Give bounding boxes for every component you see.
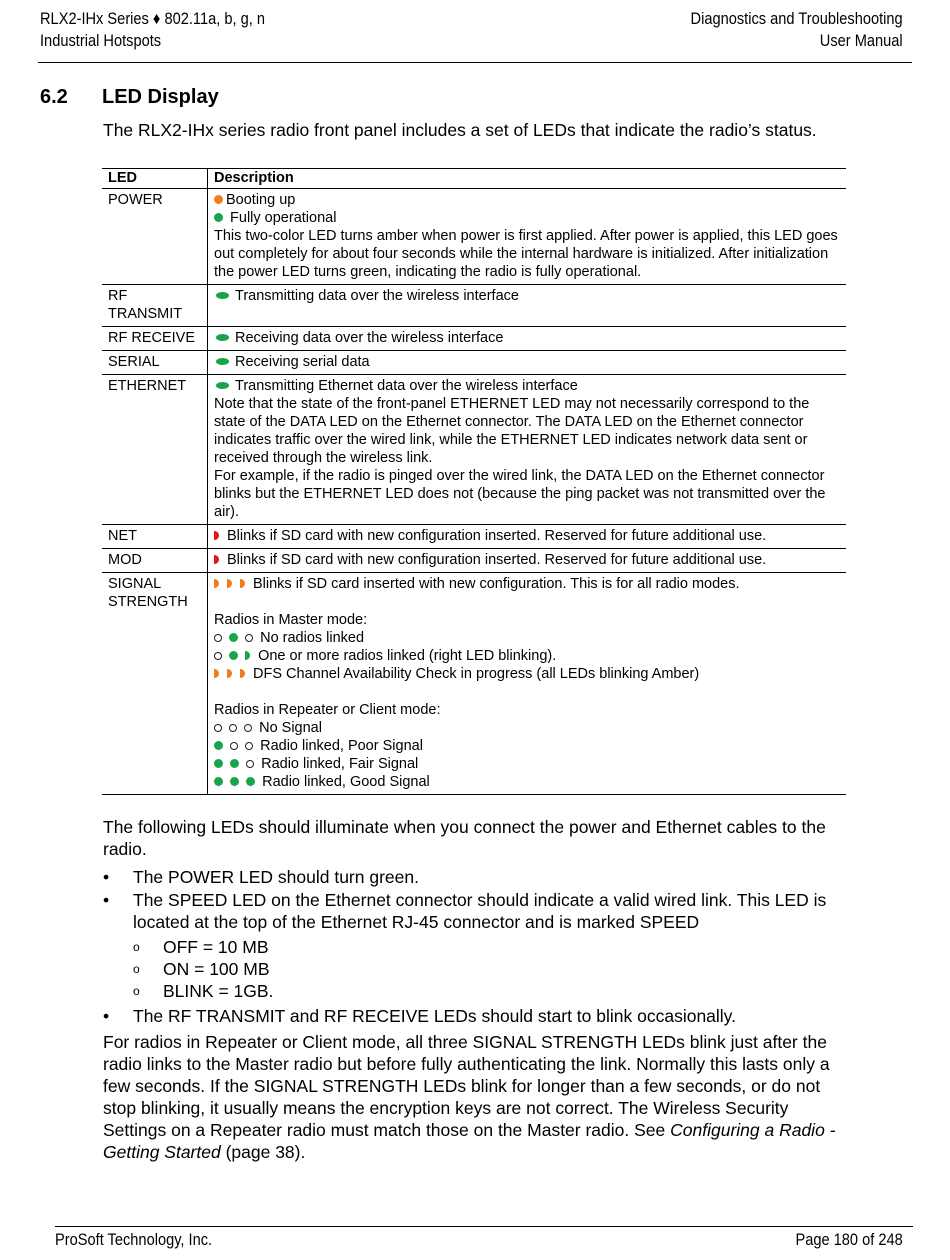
ethernet-transmit-text: Transmitting Ethernet data over the wireless interface bbox=[235, 378, 578, 394]
table-row bbox=[102, 189, 846, 285]
sub-list bbox=[103, 936, 843, 1002]
amber-led-icon bbox=[214, 195, 223, 204]
signal-sd-text: Blinks if SD card inserted with new configuration. This is for all radio modes. bbox=[253, 576, 740, 592]
table-header-row bbox=[102, 169, 846, 189]
header-product: RLX2-IHx Series ♦ 802.11a, b, g, n bbox=[40, 9, 265, 28]
table-row bbox=[102, 327, 846, 351]
repeater-poor-text: Radio linked, Poor Signal bbox=[260, 738, 423, 754]
amber-led-icon bbox=[227, 669, 232, 678]
led-description bbox=[208, 549, 847, 573]
header-chapter: Diagnostics and Troubleshooting bbox=[690, 9, 903, 28]
rf-receive-text: Receiving data over the wireless interface bbox=[235, 330, 504, 346]
page-header-left bbox=[40, 8, 265, 52]
green-led-icon bbox=[214, 759, 223, 768]
page-reference: (page 38). bbox=[220, 1142, 306, 1162]
led-description bbox=[208, 375, 847, 525]
green-led-icon bbox=[214, 777, 223, 786]
bullet-list bbox=[103, 1005, 843, 1027]
green-led-icon bbox=[230, 759, 239, 768]
led-description bbox=[208, 189, 847, 285]
green-led-icon bbox=[229, 633, 238, 642]
red-led-icon bbox=[214, 555, 219, 564]
repeater-mode-heading: Radios in Repeater or Client mode: bbox=[214, 702, 441, 718]
led-description bbox=[208, 285, 847, 327]
speed-led-text: • The SPEED LED on the Ethernet connector should indicate a valid wired link. This LED is located at the top of the Ethernet RJ-45 connector and is marked SPEED bbox=[133, 890, 827, 932]
page-header-right bbox=[691, 8, 903, 52]
list-item bbox=[103, 889, 843, 933]
master-dfs-text: DFS Channel Availability Check in progress (all LEDs blinking Amber) bbox=[253, 666, 700, 682]
master-no-radios-text: No radios linked bbox=[260, 630, 365, 646]
amber-led-icon bbox=[240, 579, 245, 588]
ethernet-example: For example, if the radio is pinged over the wired link, the DATA LED on the Ethernet connector blinks but the ETHERNET LED does not (because the ping packet was not transmitted over the air). bbox=[214, 468, 826, 520]
list-item: • The RF TRANSMIT and RF RECEIVE LEDs should start to blink occasionally. bbox=[103, 1005, 843, 1027]
amber-led-icon bbox=[227, 579, 232, 588]
header-divider bbox=[38, 62, 912, 63]
off-led-icon bbox=[229, 724, 237, 732]
led-description bbox=[208, 351, 847, 375]
mod-text: Blinks if SD card with new configuration inserted. Reserved for future additional use. bbox=[227, 552, 767, 568]
cross-reference-link[interactable]: Configuring a Radio - Getting Started bbox=[103, 1120, 836, 1162]
master-mode-heading: Radios in Master mode: bbox=[214, 612, 368, 628]
led-table bbox=[102, 168, 846, 795]
off-led-icon bbox=[244, 724, 252, 732]
footer-company: ProSoft Technology, Inc. bbox=[55, 1230, 213, 1249]
list-item: o OFF = 10 MB bbox=[103, 936, 843, 958]
led-name: SERIAL bbox=[102, 351, 208, 375]
power-operational-text: Fully operational bbox=[230, 210, 337, 226]
body-paragraph bbox=[103, 1031, 843, 1163]
bullet-list bbox=[103, 866, 843, 933]
red-led-icon bbox=[214, 531, 219, 540]
off-led-icon bbox=[214, 634, 222, 642]
off-led-icon bbox=[214, 652, 222, 660]
repeater-paragraph-text: For radios in Repeater or Client mode, all three SIGNAL STRENGTH LEDs blink just after the radio links to the Master radio but before fully authenticating the link. Normally this lasts only a few seconds. If the SIGNAL STRENGTH LEDs blink for longer than a few seconds, or do not stop blinking, it usually means the encryption keys are not correct. The Wireless Security Settings on a Repeater radio must match those on the Master radio. See bbox=[103, 1032, 830, 1140]
master-linked-text: One or more radios linked (right LED blinking). bbox=[258, 648, 557, 664]
ethernet-note: Note that the state of the front-panel ETHERNET LED may not necessarily correspond to the state of the DATA LED on the Ethernet connector. The DATA LED on the Ethernet connector indicates traffic over the wired link, while the ETHERNET LED indicates network data sent or received through the wireless link. bbox=[214, 396, 810, 466]
body-paragraph: The following LEDs should illuminate when you connect the power and Ethernet cables to the radio. bbox=[103, 817, 826, 859]
table-row bbox=[102, 573, 846, 795]
green-led-icon bbox=[214, 213, 223, 222]
green-led-icon bbox=[214, 741, 223, 750]
led-description bbox=[208, 327, 847, 351]
power-booting-text: Booting up bbox=[226, 192, 296, 208]
amber-led-icon bbox=[240, 669, 245, 678]
table-row bbox=[102, 375, 846, 525]
led-name: POWER bbox=[102, 189, 208, 285]
table-row bbox=[102, 285, 846, 327]
intro-paragraph: The RLX2-IHx series radio front panel includes a set of LEDs that indicate the radio’s status. bbox=[103, 120, 817, 140]
header-subtitle: Industrial Hotspots bbox=[40, 31, 162, 50]
body-text bbox=[103, 816, 843, 1163]
header-manual: User Manual bbox=[820, 31, 903, 50]
green-led-icon bbox=[216, 334, 229, 341]
col-description-header: Description bbox=[208, 169, 847, 189]
led-name: MOD bbox=[102, 549, 208, 573]
list-item: o ON = 100 MB bbox=[103, 958, 843, 980]
list-item: • The POWER LED should turn green. bbox=[103, 866, 843, 888]
repeater-no-signal-text: No Signal bbox=[259, 720, 322, 736]
green-led-icon bbox=[229, 651, 238, 660]
green-blinking-led-icon bbox=[245, 651, 250, 660]
footer-divider bbox=[55, 1226, 913, 1227]
amber-led-icon bbox=[214, 669, 219, 678]
led-name: NET bbox=[102, 525, 208, 549]
off-led-icon bbox=[214, 724, 222, 732]
green-led-icon bbox=[230, 777, 239, 786]
led-name: ETHERNET bbox=[102, 375, 208, 525]
off-led-icon bbox=[246, 760, 254, 768]
table-row bbox=[102, 351, 846, 375]
section-title: LED Display bbox=[102, 86, 219, 108]
rf-transmit-text: Transmitting data over the wireless interface bbox=[235, 288, 519, 304]
amber-led-icon bbox=[214, 579, 219, 588]
section-heading bbox=[40, 86, 219, 109]
footer-page-number: Page 180 of 248 bbox=[795, 1230, 903, 1249]
led-name: SIGNAL STRENGTH bbox=[102, 573, 208, 795]
green-led-icon bbox=[216, 358, 229, 365]
led-description bbox=[208, 525, 847, 549]
green-led-icon bbox=[246, 777, 255, 786]
section-number: 6.2 bbox=[40, 86, 68, 108]
led-name: RF TRANSMIT bbox=[102, 285, 208, 327]
table-row bbox=[102, 549, 846, 573]
green-led-icon bbox=[216, 382, 229, 389]
serial-text: Receiving serial data bbox=[235, 354, 370, 370]
led-name: RF RECEIVE bbox=[102, 327, 208, 351]
led-description bbox=[208, 573, 847, 795]
repeater-good-text: Radio linked, Good Signal bbox=[262, 774, 430, 790]
list-item: o BLINK = 1GB. bbox=[103, 980, 843, 1002]
net-text: Blinks if SD card with new configuration inserted. Reserved for future additional use. bbox=[227, 528, 767, 544]
off-led-icon bbox=[245, 742, 253, 750]
green-led-icon bbox=[216, 292, 229, 299]
repeater-fair-text: Radio linked, Fair Signal bbox=[261, 756, 419, 772]
col-led-header: LED bbox=[102, 169, 208, 189]
off-led-icon bbox=[230, 742, 238, 750]
off-led-icon bbox=[245, 634, 253, 642]
power-explanation: This two-color LED turns amber when power is first applied. After power is applied, this LED goes out completely for about four seconds while the internal hardware is initialized. After initialization the power LED turns green, indicating the radio is fully operational. bbox=[214, 228, 838, 280]
table-row bbox=[102, 525, 846, 549]
